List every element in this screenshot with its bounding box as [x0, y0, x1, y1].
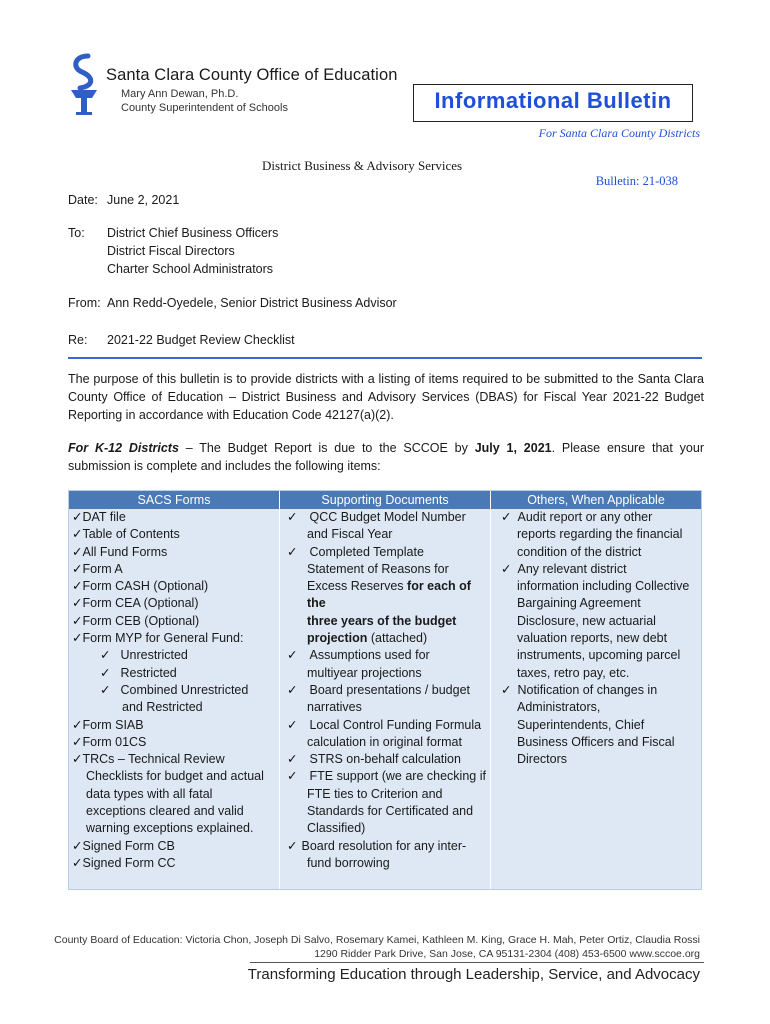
list-item: ✓Form CASH (Optional)	[72, 579, 209, 594]
list-item-line: ✓ Assumptions used for	[287, 648, 430, 663]
check-icon: ✓	[72, 527, 83, 542]
header-sacs-forms: SACS Forms	[69, 491, 279, 509]
k12-date: July 1, 2021	[474, 441, 552, 455]
check-icon: ✓	[72, 717, 83, 732]
list-item-line: FTE ties to Criterion and	[307, 786, 443, 801]
list-item: ✓Form 01CS	[72, 734, 147, 749]
board-members: County Board of Education: Victoria Chon, Joseph Di Salvo, Rosemary Kamei, Kathleen M. King, Grace H. Mah, Peter Ortiz, Claudia Rossi	[54, 934, 700, 946]
check-icon: ✓	[287, 682, 298, 697]
footer-divider	[250, 962, 704, 963]
list-item-line: condition of the district	[517, 544, 642, 559]
check-icon: ✓	[287, 838, 298, 853]
list-item-line: and Fiscal Year	[307, 527, 393, 542]
check-icon: ✓	[72, 544, 83, 559]
list-item-line: ✓ FTE support (we are checking if	[287, 769, 486, 784]
list-item-line: ✓ Board resolution for any inter-	[287, 838, 467, 853]
list-item-line: Statement of Reasons for	[307, 561, 449, 576]
re-value: 2021-22 Budget Review Checklist	[107, 333, 295, 347]
check-icon: ✓	[72, 838, 83, 853]
sub-list-item-cont: and Restricted	[122, 700, 203, 715]
list-item-line: calculation in original format	[307, 734, 462, 749]
list-item-line: valuation reports, new debt	[517, 631, 668, 646]
column-divider	[490, 491, 491, 889]
list-item-line: Standards for Certificated and	[307, 804, 474, 819]
k12-mid: – The Budget Report is due to the SCCOE by	[178, 441, 475, 455]
check-icon: ✓	[72, 579, 83, 594]
sub-list-item: ✓ Combined Unrestricted	[100, 682, 249, 697]
list-item-line: ✓ QCC Budget Model Number	[287, 510, 466, 524]
check-icon: ✓	[72, 855, 83, 870]
check-icon: ✓	[100, 682, 111, 697]
department-name: District Business & Advisory Services	[262, 158, 463, 173]
bulletin-subtitle: For Santa Clara County Districts	[538, 126, 700, 140]
sacs-forms-column	[72, 509, 277, 889]
list-item: ✓Form CEB (Optional)	[72, 613, 200, 628]
list-item-line: reports regarding the financial	[517, 527, 683, 542]
list-item-line: Superintendents, Chief	[517, 717, 645, 732]
to-label: To:	[68, 226, 85, 240]
list-item: ✓Signed Form CB	[72, 838, 175, 853]
check-icon: ✓	[501, 682, 512, 697]
to-recipient: District Chief Business Officers	[107, 226, 279, 240]
list-item: ✓Form A	[72, 561, 123, 576]
check-icon: ✓	[501, 510, 512, 524]
list-item-line: Business Officers and Fiscal	[517, 734, 675, 749]
superintendent-title: County Superintendent of Schools	[121, 102, 288, 114]
check-icon: ✓	[287, 544, 298, 559]
from-value: Ann Redd-Oyedele, Senior District Business Advisor	[107, 296, 397, 310]
to-recipient: District Fiscal Directors	[107, 244, 235, 258]
address: 1290 Ridder Park Drive, San Jose, CA 95131-2304 (408) 453-6500 www.sccoe.org	[314, 948, 700, 960]
from-label: From:	[68, 296, 101, 310]
header-supporting-documents: Supporting Documents	[280, 491, 490, 509]
list-item-cont: exceptions cleared and valid	[86, 804, 244, 819]
list-item-cont: data types with all fatal	[86, 786, 213, 801]
column-divider	[279, 491, 280, 889]
k12-paragraph	[68, 439, 704, 475]
list-item-line: taxes, retro pay, etc.	[517, 665, 630, 680]
check-icon: ✓	[287, 752, 298, 767]
bulletin-title: Informational Bulletin	[434, 88, 672, 113]
list-item-cont: Checklists for budget and actual	[86, 769, 264, 784]
list-item: ✓Form MYP for General Fund:	[72, 631, 244, 646]
list-item-line: Directors	[517, 752, 568, 767]
list-item-line: ✓ Local Control Funding Formula	[287, 717, 482, 732]
check-icon: ✓	[72, 510, 83, 524]
k12-lead: For K-12 Districts	[68, 441, 179, 455]
checklist-table	[68, 490, 702, 890]
list-item-line: ✓ Completed Template	[287, 544, 424, 559]
list-item: ✓All Fund Forms	[72, 544, 168, 559]
list-item-line: Bargaining Agreement	[517, 596, 641, 611]
k12-tail: . Please ensure that your submission is complete and includes the following items:	[68, 441, 704, 473]
list-item-line: fund borrowing	[307, 855, 390, 870]
list-item-line: ✓ Any relevant district	[501, 561, 627, 576]
list-item-line: narratives	[307, 700, 362, 715]
to-recipient: Charter School Administrators	[107, 262, 274, 276]
supporting-documents-column	[283, 509, 488, 889]
list-item: ✓DAT file	[72, 510, 126, 524]
check-icon: ✓	[72, 613, 83, 628]
list-item: ✓Form CEA (Optional)	[72, 596, 199, 611]
check-icon: ✓	[287, 648, 298, 663]
list-item-line: Disclosure, new actuarial	[517, 613, 656, 628]
bulletin-number: Bulletin: 21-038	[595, 174, 678, 188]
list-item-line: three years of the budget	[307, 613, 457, 628]
others-column	[497, 509, 699, 889]
list-item-line: ✓ Board presentations / budget	[287, 682, 471, 697]
list-item: ✓Table of Contents	[72, 527, 180, 542]
list-item-line: information including Collective	[517, 579, 690, 594]
list-item: ✓Signed Form CC	[72, 855, 176, 870]
check-icon: ✓	[72, 631, 83, 646]
header-others: Others, When Applicable	[491, 491, 701, 509]
check-icon: ✓	[100, 665, 111, 680]
superintendent-name: Mary Ann Dewan, Ph.D.	[121, 88, 239, 100]
list-item-line: Excess Reserves for each of the	[307, 579, 471, 611]
date-label: Date:	[68, 193, 98, 207]
check-icon: ✓	[501, 561, 512, 576]
list-item-line: instruments, upcoming parcel	[517, 648, 681, 663]
header-divider	[68, 357, 702, 359]
list-item-line: ✓ Audit report or any other	[501, 510, 653, 524]
list-item-line: ✓ Notification of changes in	[501, 682, 658, 697]
check-icon: ✓	[287, 769, 298, 784]
list-item-line: Classified)	[307, 821, 366, 836]
sccoe-torch-logo-icon	[64, 52, 104, 118]
check-icon: ✓	[100, 648, 111, 663]
list-item-cont: warning exceptions explained.	[86, 821, 254, 836]
purpose-paragraph: The purpose of this bulletin is to provide districts with a listing of items required to be submitted to the Santa Clara County Office of Education – District Business and Advisory Services (DBAS) for Fiscal Year 2021-22 Budget Reporting in accordance with Education Code 42127(a)(2).	[68, 372, 704, 422]
list-item-line: Administrators,	[517, 700, 601, 715]
check-icon: ✓	[72, 596, 83, 611]
list-item: ✓Form SIAB	[72, 717, 144, 732]
list-item-line: ✓ STRS on-behalf calculation	[287, 752, 461, 767]
check-icon: ✓	[287, 717, 298, 732]
check-icon: ✓	[287, 510, 298, 524]
check-icon: ✓	[72, 752, 83, 767]
list-item-line: multiyear projections	[307, 665, 422, 680]
tagline: Transforming Education through Leadership, Service, and Advocacy	[247, 966, 700, 983]
list-item: ✓TRCs – Technical Review	[72, 752, 225, 767]
re-label: Re:	[68, 333, 88, 347]
org-name: Santa Clara County Office of Education	[106, 66, 398, 84]
check-icon: ✓	[72, 561, 83, 576]
check-icon: ✓	[72, 734, 83, 749]
sub-list-item: ✓ Restricted	[100, 665, 177, 680]
date-value: June 2, 2021	[107, 193, 180, 207]
sub-list-item: ✓ Unrestricted	[100, 648, 188, 663]
list-item-line: projection (attached)	[307, 631, 428, 646]
